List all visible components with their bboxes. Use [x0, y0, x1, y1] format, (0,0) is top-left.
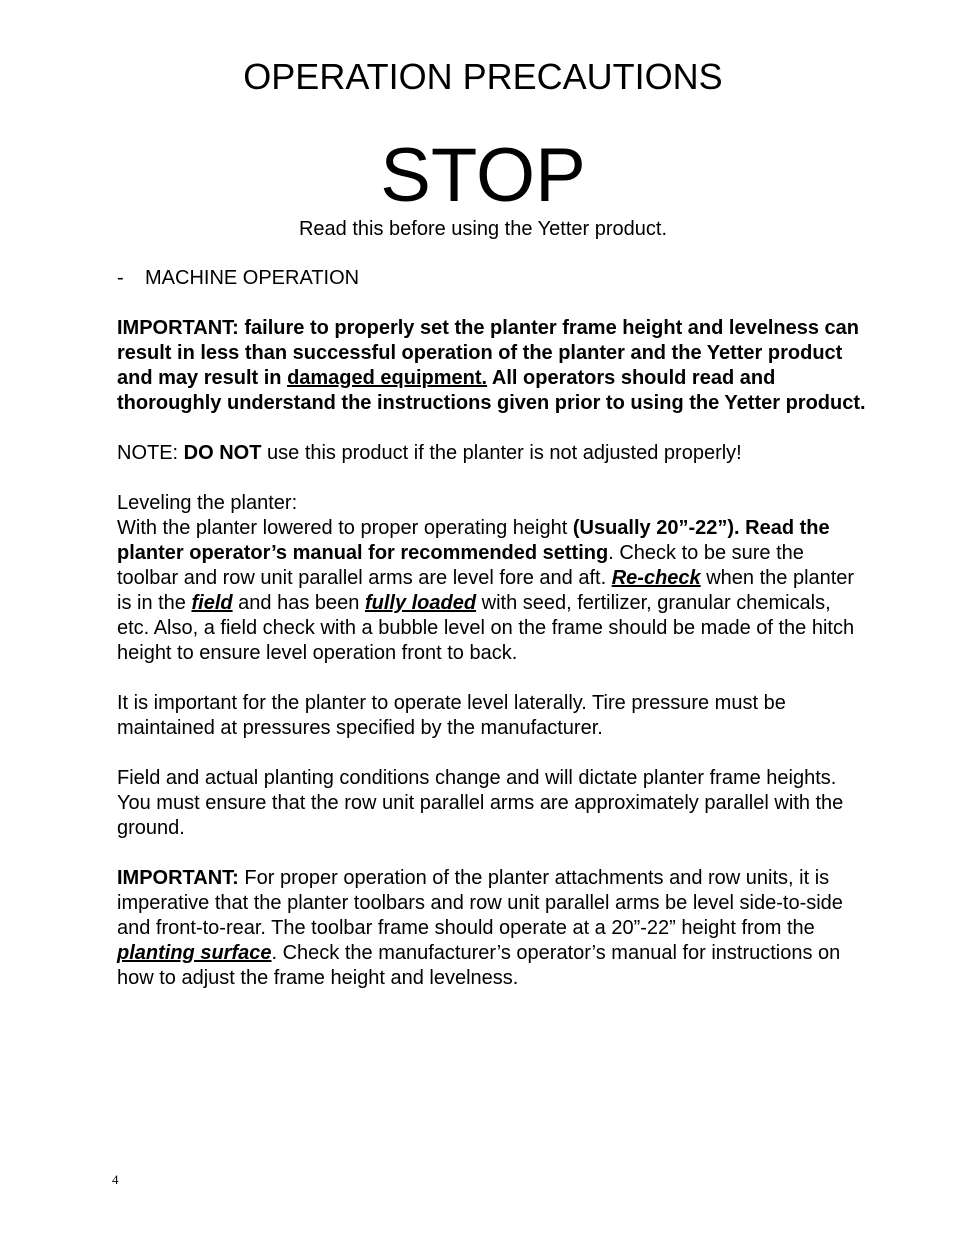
note-do-not: DO NOT: [183, 442, 262, 464]
leveling-recheck: Re-check: [611, 567, 701, 589]
important-paragraph-2: [117, 866, 867, 991]
stop-subtitle: Read this before using the Yetter product.: [298, 218, 668, 240]
leveling-text-2: . Check to be sure the toolbar and row unit parallel arms are level fore and aft.: [117, 542, 804, 589]
leveling-text-1: With the planter lowered to proper operating height: [117, 517, 573, 539]
important2-planting-surface: planting surface: [117, 942, 272, 964]
note-prefix: NOTE:: [117, 442, 184, 464]
note-rest: use this product if the planter is not adjusted properly!: [261, 442, 742, 464]
section-label: MACHINE OPERATION: [145, 267, 360, 289]
important1-lead: IMPORTANT: failure to properly set the planter frame height and levelness can result in less than successful operation of the planter and the Yetter product and may result in: [117, 317, 860, 389]
lateral-paragraph: It is important for the planter to operate level laterally. Tire pressure must be maintained at pressures specified by the manufacturer.: [117, 692, 786, 739]
leveling-paragraph: [117, 516, 867, 666]
important2-text-1: For proper operation of the planter attachments and row units, it is imperative that the planter toolbars and row unit parallel arms be level side-to-side and front-to-rear. The toolbar frame should operate at a 20”-22” height from the: [117, 867, 843, 939]
leveling-bold-setting: (Usually 20”-22”). Read the planter operator’s manual for recommended setting: [117, 517, 830, 564]
page-number: 4: [112, 1172, 119, 1187]
stop-heading: STOP: [380, 133, 586, 218]
important-paragraph-1: [117, 316, 867, 416]
leveling-heading: Leveling the planter:: [117, 492, 298, 514]
note-paragraph: [117, 441, 867, 466]
section-machine-operation: [117, 266, 867, 291]
page-title: OPERATION PRECAUTIONS: [243, 56, 723, 97]
important1-damaged-equipment: damaged equipment.: [287, 367, 488, 389]
leveling-text-5: with seed, fertilizer, granular chemicals, etc. Also, a field check with a bubble level on the frame should be made of the hitch height to ensure level operation front to back.: [117, 592, 855, 664]
field-conditions-paragraph: Field and actual planting conditions change and will dictate planter frame heights. You must ensure that the row unit parallel arms are approximately parallel with the ground.: [117, 767, 844, 839]
leveling-fully-loaded: fully loaded: [364, 592, 477, 614]
section-dash: -: [117, 267, 124, 289]
important2-text-2: . Check the manufacturer’s operator’s manual for instructions on how to adjust the frame height and levelness.: [117, 942, 841, 989]
leveling-text-4: and has been: [232, 592, 365, 614]
leveling-field: field: [191, 592, 233, 614]
important1-tail: All operators should read and thoroughly understand the instructions given prior to using the Yetter product.: [117, 367, 866, 414]
document-body: [117, 266, 867, 1016]
leveling-text-3: when the planter is in the: [117, 567, 855, 614]
important2-label: IMPORTANT:: [117, 867, 239, 889]
